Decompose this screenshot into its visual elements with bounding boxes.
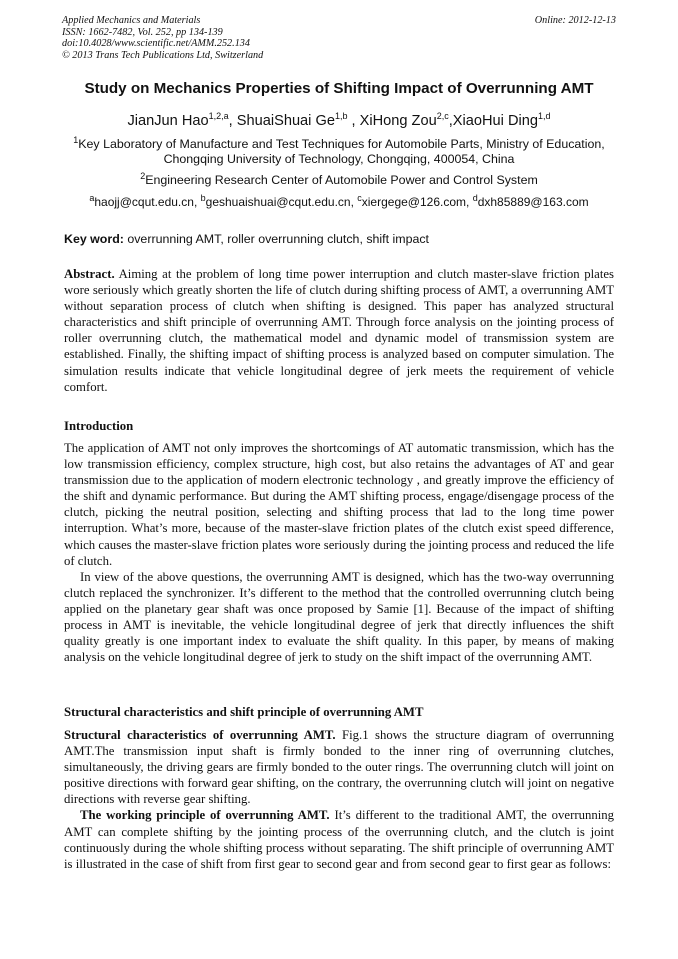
keywords-label: Key word: — [64, 232, 124, 246]
introduction-body — [64, 440, 614, 665]
keywords-text: overrunning AMT, roller overrunning clutch, shift impact — [123, 232, 429, 246]
keywords — [64, 232, 429, 246]
email-address: dxh85889@163.com — [477, 195, 589, 209]
author-name: ShuaiShuai Ge — [236, 113, 335, 129]
author-separator: , — [347, 113, 360, 129]
author-affil-mark: 1,b — [334, 111, 348, 122]
paragraph — [64, 727, 614, 807]
abstract-paragraph — [64, 266, 614, 395]
affiliation-line: Chongqing University of Technology, Chongqing, 400054, China — [163, 152, 515, 167]
email-mark: a — [89, 193, 95, 203]
author-affil-mark: 1,d — [537, 111, 551, 122]
paragraph: The application of AMT not only improves the shortcomings of AT automatic transmission, which has the low transmission efficiency, complex structure, high cost, but also retains the advantages of AT and gear transmission due to the application of modern electronic technology , and greatly improve the efficiency of the shift and dynamic performance. But during the AMT shifting process, engage/disengage process of the clutch, picking the neutral position, selecting and shifting process that lad to the long time power interruption. What’s more, because of the master-slave friction plates of the clutch exist speed difference, which causes the master-slave friction plates wore seriously during the jointing process and reduced the life of clutch. — [64, 441, 614, 568]
author-name: XiaoHui Ding — [452, 113, 538, 129]
affiliation-line: Engineering Research Center of Automobile Power and Control System — [145, 173, 538, 187]
journal-name: Applied Mechanics and Materials — [62, 15, 201, 26]
journal-copyright: © 2013 Trans Tech Publications Ltd, Switzerland — [62, 49, 264, 61]
affiliation-line: Key Laboratory of Manufacture and Test Techniques for Automobile Parts, Ministry of Education, — [78, 137, 605, 151]
email-address: haojj@cqut.edu.cn — [94, 195, 194, 209]
paragraph: In view of the above questions, the overrunning AMT is designed, which has the two-way overrunning clutch replaced the synchronizer. It’s different to the method that the controlled overrunning clutch being applied on the planetary gear shaft was once proposed by Samie [1]. Because of the impact of shifting process in AMT is inevitable, the vehicle longitudinal degree of jerk that directly influences the shift quality greatly is one important index to evaluate the shift quality. In this paper, by means of making analysis on the vehicle longitudinal degree of jerk to study on the shift impact of the overrunning AMT. — [64, 569, 614, 665]
paragraph — [64, 807, 614, 871]
author-list — [62, 113, 616, 129]
affiliation-mark: 1 — [73, 134, 79, 145]
affiliation-1 — [62, 134, 616, 168]
affiliation-2 — [62, 170, 616, 188]
author-affil-mark: 2,c — [436, 111, 449, 122]
paragraph-text: It’s different to the traditional AMT, the overrunning AMT can complete shifting by the jointing process of the overrunning clutch, and the clutch is joint continuously during the whole shifting process without separating. The shift principle of overrunning AMT is illustrated in the case of shift from first gear to second gear and from second gear to first gear as follows: — [64, 808, 614, 871]
paragraph-label: Structural characteristics of overrunning AMT. — [64, 728, 336, 742]
author-separator: , — [228, 113, 237, 129]
abstract-label: Abstract. — [64, 267, 115, 281]
section-heading-structural: Structural characteristics and shift principle of overrunning AMT — [64, 705, 424, 719]
email-separator: , — [466, 195, 473, 209]
email-mark: d — [472, 193, 478, 203]
email-address: geshuaishuai@cqut.edu.cn — [205, 195, 351, 209]
journal-info — [62, 15, 263, 61]
affiliation-mark: 2 — [140, 170, 146, 181]
paragraph-text: Fig.1 shows the structure diagram of overrunning AMT.The transmission input shaft is firmly bonded to the inner ring of overrunning clutches, simultaneously, the driving gears are firmly bonded to the outer rings. The overrunning clutch will joint on positive directions with forward gear shifting, on the contrary, the overrunning clutch will joint on negative directions with reverse gear shifting. — [64, 728, 614, 807]
structural-body — [64, 727, 614, 872]
email-mark: c — [357, 193, 362, 203]
abstract-text: Aiming at the problem of long time power interruption and clutch master-slave friction plates wore seriously which greatly shorten the life of clutch during shifting process of AMT, a overrunning AMT without separation process of clutch when shifting is designed. This paper has analyzed structural characteristics and shift principle of overrunning AMT. Through force analysis on the jointing process of roller overrunning clutch, the mathematical model and dynamic model of transmission system are established. Finally, the shifting impact of shifting process is analyzed based on computer simulation. The simulation results indicate that vehicle longitudinal degree of jerk meets the requirement of vehicle comfort. — [64, 267, 614, 394]
author-name: JianJun Hao — [127, 113, 209, 129]
online-date: Online: 2012-12-13 — [534, 15, 616, 26]
email-separator: , — [193, 195, 201, 209]
email-separator: , — [350, 195, 358, 209]
journal-header — [62, 15, 616, 61]
email-address: xiergege@126.com — [361, 195, 467, 209]
journal-doi: doi:10.4028/www.scientific.net/AMM.252.134 — [62, 38, 250, 50]
author-affil-mark: 1,2,a — [208, 111, 229, 122]
paragraph-label: The working principle of overrunning AMT. — [80, 808, 330, 823]
paper-title: Study on Mechanics Properties of Shifting Impact of Overrunning AMT — [84, 80, 594, 97]
abstract — [64, 266, 614, 395]
section-heading-introduction: Introduction — [64, 419, 134, 433]
email-list — [62, 195, 616, 209]
journal-issn: ISSN: 1662-7482, Vol. 252, pp 134-139 — [62, 26, 223, 38]
author-separator: , — [448, 113, 453, 129]
email-mark: b — [200, 193, 206, 203]
author-name: XiHong Zou — [359, 113, 437, 129]
